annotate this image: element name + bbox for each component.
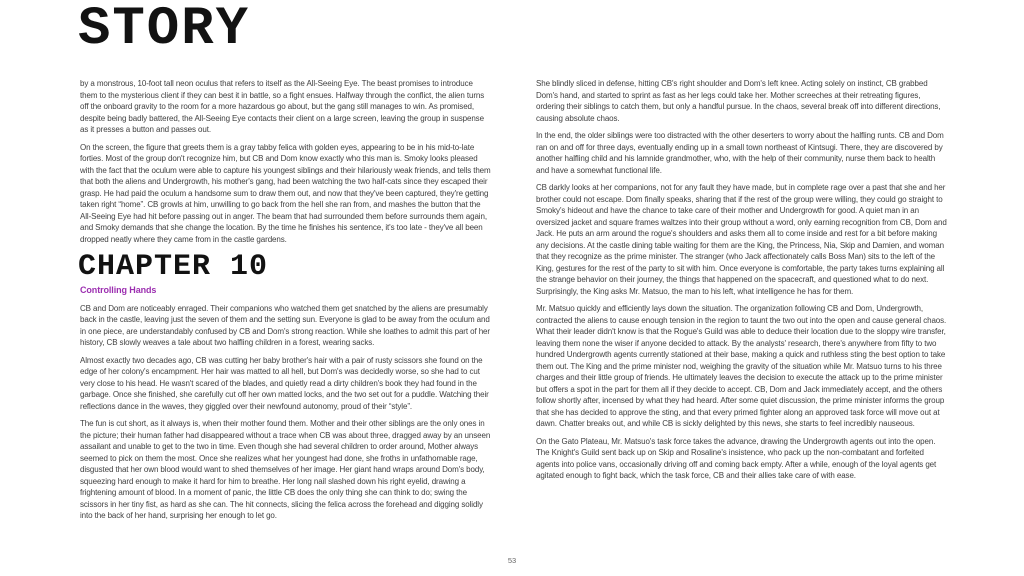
paragraph: On the screen, the figure that greets them is a gray tabby felica with golden eyes, appearing to be in his mid-to-late forties. Most of the group don't recognize him, but CB and Dom know exactly who this man is. Smoky looks pleased with the fact that the oculum were able to capture his youngest siblings and their hilariously weak friends, and tells them that both the aliens and Undergrowth, his mother's gang, had been watching the two half-cats since they escaped their grasp. He had paid the oculum a handsome sum to draw them out, and now that they've been captured, they're getting taken right “home”. CB growls at him, unwilling to go back from the hell she ran from, and mashes the button that the All-Seeing Eye had hit before passing out in anger. The beam that had surrounded them before surrounds them again, and Smoky demands that she change the location. By the time he finishes his sentence, it's too late - they've all been dropped neatly where they came from in the castle gardens. xyxy=(80,142,491,244)
paragraph: by a monstrous, 10-foot tall neon oculus that refers to itself as the All-Seeing Eye. The beast promises to introduce them to the mysterious client if they can best it in battle, so a fight ensues. Halfway through the conflict, the alien turns off the onboard gravity to the room for a more hazardous go about, but the gang still manages to win. As promised, despite being badly battered, the All-Seeing Eye contacts their client on a large screen, leaving the group in suspense as it presses a button and passes out. xyxy=(80,79,485,134)
paragraph: CB and Dom are noticeably enraged. Their companions who watched them get snatched by the aliens are presumably back in the castle, leaving just the seven of them and the setting sun. Everyone is glad to be away from the oculum and in one piece, are understandably confused by CB and Dom's strong reaction. While she loathes to admit this part of her history, CB slowly weaves a tale about two halfling children in a forest, wearing sacks. xyxy=(80,303,490,347)
page-title: STORY xyxy=(78,0,251,60)
paragraph: In the end, the older siblings were too distracted with the other deserters to worry about the halfling runts. CB and Dom ran on and off for three days, eventually ending up in a small town northeast of Kintsugi. There, they are discovered by another halfling child and his lamnide grandmother, who, with the help of their community, nurse them back to health and have a somewhat functional life. xyxy=(536,131,944,175)
paragraph: She blindly sliced in defense, hitting CB's right shoulder and Dom's left knee. Acting solely on instinct, CB grabbed Dom's hand, and started to sprint as fast as her legs could take her. Mother screeches at their retreating figures, ordering their siblings to catch them, but only a handful pursue. In the chaos, several break off into different directions, causing absolute chaos. xyxy=(536,79,941,123)
column-right xyxy=(536,78,948,528)
paragraph: The fun is cut short, as it always is, when their mother found them. Mother and their other siblings are the only ones in the picture; their human father had disappeared without a trace when CB was about three, dragged away by an unseen assailant and unable to get to the two in time. Even though she had several children to order around, Mother always seemed to pick on them the most. Once she realizes what her youngest had done, she froths in unfathomable rage, disgusted that her own blood would want to shed themselves of her image. Her giant hand wraps around Dom's body, squeezing hard enough to make it hard for him to breathe. Her long nail slashed down his right eyelid, drawing a frightening amount of blood. In a moment of panic, the little CB does the only thing she can think to do; swing the scissors in her tiny fist, as hard as she can. The hit connects, slicing the felica across the forehead and digging solidly into the back of her hand, surprising her enough to let go. xyxy=(80,419,491,520)
paragraph: On the Gato Plateau, Mr. Matsuo's task force takes the advance, drawing the Undergrowth agents out into the open. The Knight's Guild sent back up on Skip and Rosaline's insistence, who pack up the non-combatant and forfeited agents into police vans, occasionally driving off and coming back empty. After a while, enough of the loyal agents get agitated enough to fight back, which the task force, CB and their allies take care of with ease. xyxy=(536,436,937,480)
two-column-text-layout xyxy=(80,78,948,528)
column-left xyxy=(80,78,492,528)
chapter-heading: CHAPTER 10 xyxy=(78,250,269,284)
paragraph: Mr. Matsuo quickly and efficiently lays down the situation. The organization following CB and Dom, Undergrowth, contracted the aliens to cause enough tension in the region to taunt the two out into the open and cause general chaos. What their leader didn't know is that the Rogue's Guild was able to deduce their location due to the sloppy wire transfer, leaving them none the wiser if anyone decided to attack. By the analysts' research, there's anywhere from fifty to two hundred Undergrowth agents currently stationed at their base, making a quick and ruthless sting the best option to take them out. The King and the prime minister nod, weighing the gravity of the situation while Mr. Matsuo turns to his three charges and their little group of friends. He ultimately leaves the decision to execute the attack up to the prime minister but offers a spot in the part for them all if they decide to accept. CB, Dom and Jack immediately accept, and the others follow shortly after, incensed by what they had heard. After some quiet discussion, the prime minister informs the group that she has decided to approve the sting, and that every primed fighter along an approved task force will move out at dawn. Chatter breaks out, and while CB is sickly delighted by this news, she starts to feel incredibly nauseous. xyxy=(536,304,947,428)
page-number: 53 xyxy=(507,556,517,565)
paragraph: Almost exactly two decades ago, CB was cutting her baby brother's hair with a pair of rusty scissors she found on the edge of her colony's encampment. Her hair was matted to all hell, but Dom's was decidedly worse, so she had to cut very close to his head. He wasn't scared of the blades, and quietly read a dirty children's book they had found in the garbage. Once she finished, she carefully cut off her own matted locks, and the two set out for a puddle. Watching their reflections dance in the waves, they giggled over their newfound autonomy, proud of their “style”. xyxy=(80,355,489,411)
chapter-subtitle: Controlling Hands xyxy=(80,285,157,295)
paragraph: CB darkly looks at her companions, not for any fault they have made, but in complete rage over a past that she and her brother could not escape. Dom finally speaks, sharing that if the rest of the group were willing, they could go straight to Smoky's hideout and have the chance to take care of their mother and Undergrowth for good. A quiet man in an oversized jacket and square frames waltzes into their group without a word, only earning recognition from CB, Dom and Jack. He puts an arm around the rogue's shoulders and asks them all to come inside and rest for a bit before making any decisions. At the castle dining table waiting for them are the King, the Princess, Nia, Skip and Damien, and woman that they recognize as the prime minister. The stranger (who Jack affectionately calls Boss Man) sits to the left of the King, gestures for the rest of the party to sit with him. Once everyone is comfortable, the party takes turns explaining all the strange behavior on their journey, the things that happened on the spacecraft, and questioned what to do next. Surprisingly, the King asks Mr. Matsuo, the man to his left, what intelligence he has for them. xyxy=(536,183,947,296)
